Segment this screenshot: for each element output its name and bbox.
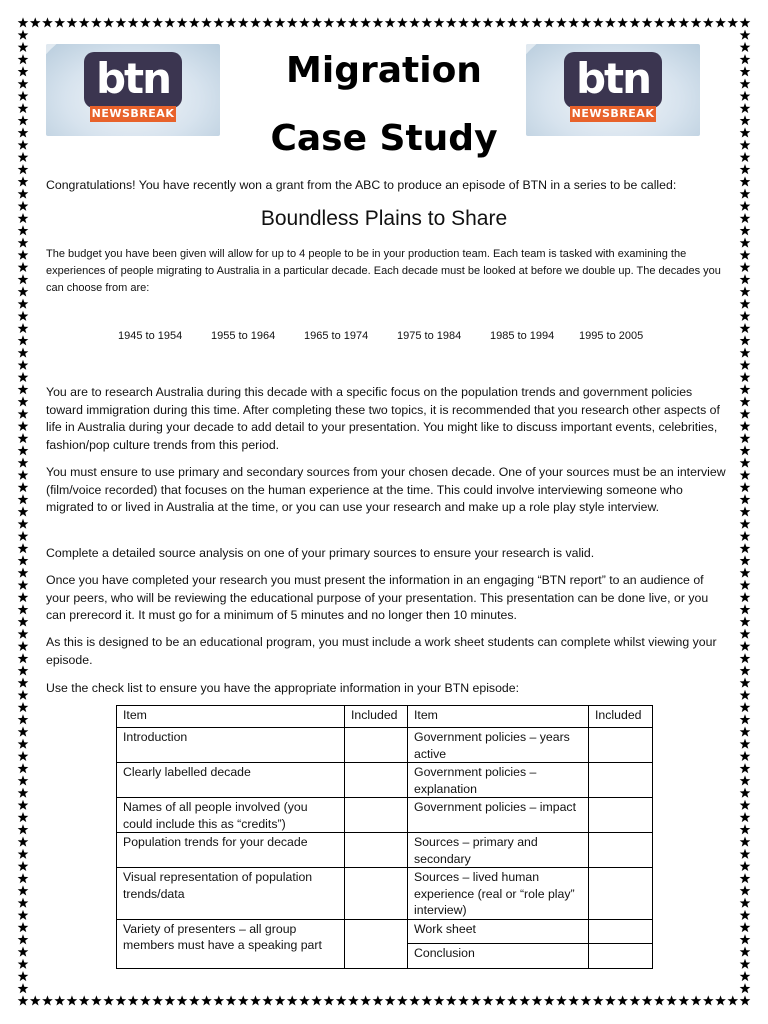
- research-paragraph: You are to research Australia during this decade with a specific focus on the population trends and government policies toward immigration during this time. After completing these two topics, it is recommended that you research other aspects of life in Australia during your decade to add detail to your presentation. You might like to discuss important events, celebrities, fashion/pop culture trends from this period.: [46, 385, 720, 452]
- header-item: Item: [408, 706, 589, 728]
- table-row: [117, 919, 653, 943]
- header-item: Item: [117, 706, 345, 728]
- checklist-item: Government policies – years active: [408, 728, 589, 763]
- header-included: Included: [345, 706, 408, 728]
- logo-subtext: NEWSBREAK: [571, 107, 655, 120]
- table-row: [117, 728, 653, 763]
- included-cell: [345, 919, 408, 968]
- checklist-intro: Use the check list to ensure you have the appropriate information in your BTN episode:: [46, 681, 520, 695]
- logo-text: btn: [575, 54, 651, 103]
- included-cell: [589, 798, 653, 833]
- worksheet-paragraph: As this is designed to be an educational program, you must include a work sheet students can complete whilst viewing your episode.: [46, 635, 717, 667]
- included-cell: [589, 763, 653, 798]
- checklist-table: [116, 705, 653, 969]
- decade-option: 1995 to 2005: [579, 330, 644, 342]
- table-row: [117, 798, 653, 833]
- checklist-item: Clearly labelled decade: [117, 763, 345, 798]
- included-cell: [589, 919, 653, 943]
- included-cell: [589, 868, 653, 920]
- included-cell: [589, 728, 653, 763]
- budget-text: The budget you have been given will allow for up to 4 people to be in your production team. Each team is tasked with examining the experiences of people migrating to Australia in a particular decade. Each decade must be looked at before we double up. The decades you can choose from are:: [46, 248, 721, 294]
- checklist-item: Sources – lived human experience (real or “role play” interview): [408, 868, 589, 920]
- table-row: [117, 833, 653, 868]
- decade-option: 1965 to 1974: [304, 330, 369, 342]
- included-cell: [345, 868, 408, 920]
- decade-option: 1985 to 1994: [490, 330, 555, 342]
- btn-newsbreak-logo-left: [46, 44, 220, 136]
- logo-text: btn: [95, 54, 171, 103]
- included-cell: [589, 833, 653, 868]
- included-cell: [345, 728, 408, 763]
- page-title-line1: Migration: [286, 50, 482, 91]
- decade-list: [118, 330, 658, 348]
- intro-text: Congratulations! You have recently won a grant from the ABC to produce an episode of BTN in a series to be called:: [46, 178, 677, 192]
- included-cell: [345, 833, 408, 868]
- checklist-item: Conclusion: [408, 943, 589, 968]
- source-analysis-paragraph: Complete a detailed source analysis on one of your primary sources to ensure your research is valid.: [46, 546, 595, 560]
- checklist-item: Names of all people involved (you could include this as “credits”): [117, 798, 345, 833]
- decade-option: 1975 to 1984: [397, 330, 462, 342]
- series-title: Boundless Plains to Share: [260, 207, 508, 230]
- page-title-line2: Case Study: [270, 118, 498, 159]
- checklist-item: Visual representation of population trends/data: [117, 868, 345, 920]
- checklist-item: Government policies – impact: [408, 798, 589, 833]
- presentation-paragraph: Once you have completed your research you must present the information in an engaging “BTN report” to an audience of your peers, who will be reviewing the educational purpose of your presentation. This presentation can be done live, or you can prerecord it. It must go for a minimum of 5 minutes and no longer then 10 minutes.: [46, 573, 709, 622]
- table-row: [117, 868, 653, 920]
- decade-option: 1945 to 1954: [118, 330, 183, 342]
- decade-option: 1955 to 1964: [211, 330, 276, 342]
- checklist-item: Sources – primary and secondary: [408, 833, 589, 868]
- table-row: [117, 763, 653, 798]
- included-cell: [345, 763, 408, 798]
- logo-subtext: NEWSBREAK: [91, 107, 175, 120]
- checklist-item: Variety of presenters – all group members must have a speaking part: [117, 919, 345, 968]
- header-included: Included: [589, 706, 653, 728]
- checklist-item: Government policies – explanation: [408, 763, 589, 798]
- checklist-item: Introduction: [117, 728, 345, 763]
- checklist-item: Work sheet: [408, 919, 589, 943]
- sources-paragraph: You must ensure to use primary and secondary sources from your chosen decade. One of your sources must be an interview (film/voice recorded) that focuses on the human experience at the time. This could involve interviewing someone who migrated to or lived in Australia at the time, or you can use your research and make up a role play style interview.: [46, 465, 726, 514]
- included-cell: [589, 943, 653, 968]
- table-header-row: [117, 706, 653, 728]
- included-cell: [345, 798, 408, 833]
- checklist-item: Population trends for your decade: [117, 833, 345, 868]
